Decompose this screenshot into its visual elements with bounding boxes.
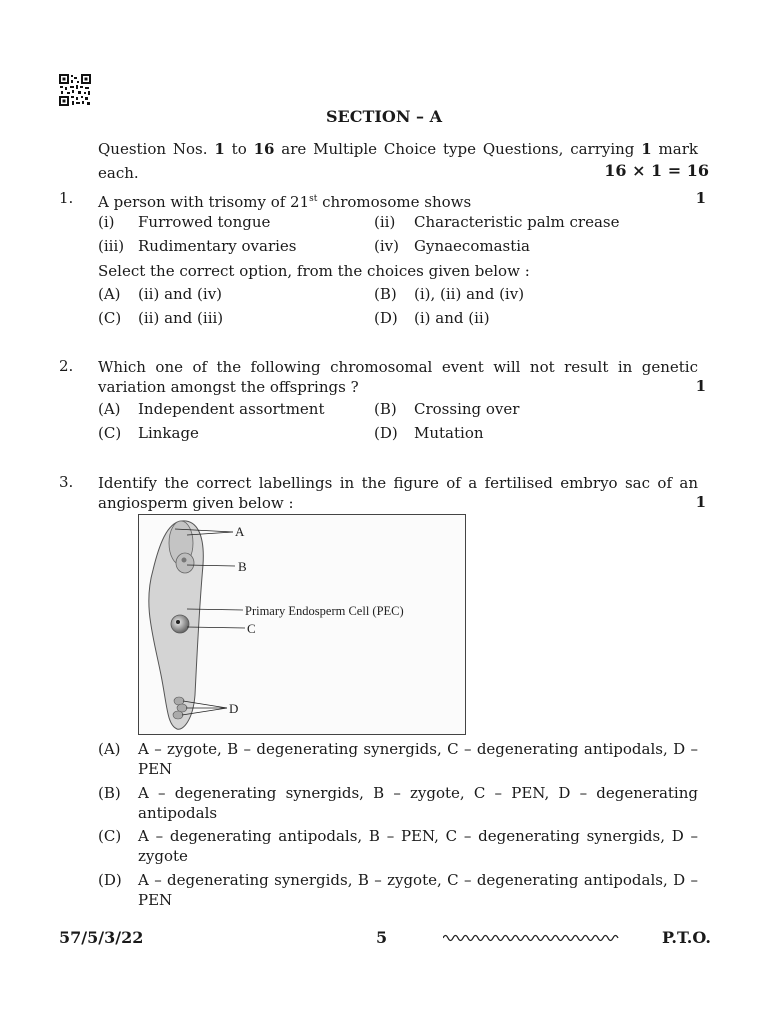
question-number: 2. [59, 357, 74, 375]
answer-option-c: (C) (ii) and (iii) [98, 309, 224, 327]
answer-option-b: (B) (i), (ii) and (iv) [374, 285, 525, 303]
question-instruction: Select the correct option, from the choices given below : [98, 262, 530, 280]
figure-label-b: B [238, 559, 247, 574]
question-text: Identify the correct labellings in the figure of a fertilised embryo sac of an angiosperm given below : [98, 474, 698, 512]
answer-option-a: (A) (ii) and (iv) [98, 285, 223, 303]
answer-option-c: (C) A – degenerating antipodals, B – PEN, C – degenerating synergids, D – zygote [98, 827, 698, 865]
figure-label-a: A [235, 524, 245, 539]
statement-item: (i) Furrowed tongue [98, 213, 271, 231]
embryo-sac-diagram [139, 515, 465, 734]
question-number: 3. [59, 473, 74, 491]
answer-option-a: (A) A – zygote, B – degenerating synergids, C – degenerating antipodals, D – PEN [98, 740, 698, 778]
answer-option-c: (C) Linkage [98, 424, 199, 442]
answer-option-b: (B) A – degenerating synergids, B – zygote, C – PEN, D – degenerating antipodals [98, 784, 698, 822]
qr-code-icon [59, 74, 91, 106]
wavy-line-decoration [443, 932, 623, 944]
answer-option-a: (A) Independent assortment [98, 400, 325, 418]
pto-label: P.T.O. [662, 928, 711, 947]
question-text: A person with trisomy of 21st chromosome shows [98, 193, 472, 211]
figure-label-c: C [247, 621, 256, 636]
section-total-marks: 16 × 1 = 16 [604, 161, 709, 180]
statement-item: (ii) Characteristic palm crease [374, 213, 620, 231]
figure-label-d: D [229, 701, 239, 716]
page-number: 5 [376, 928, 388, 947]
answer-option-d: (D) A – degenerating synergids, B – zygote, C – degenerating antipodals, D – PEN [98, 871, 698, 909]
answer-option-d: (D) Mutation [374, 424, 484, 442]
paper-code: 57/5/3/22 [59, 928, 144, 947]
question-marks: 1 [695, 189, 706, 207]
pec-nucleus [171, 615, 189, 633]
zygote-nucleus [182, 558, 187, 563]
answer-option-d: (D) (i) and (ii) [374, 309, 490, 327]
section-instructions: Question Nos. 1 to 16 are Multiple Choice type Questions, carrying 1 mark each. [98, 140, 698, 182]
zygote-cell [176, 553, 194, 573]
statement-item: (iii) Rudimentary ovaries [98, 237, 297, 255]
question-number: 1. [59, 189, 74, 207]
section-title: SECTION – A [326, 107, 442, 126]
answer-option-b: (B) Crossing over [374, 400, 520, 418]
question-marks: 1 [695, 493, 706, 511]
figure-label-pec: Primary Endosperm Cell (PEC) [245, 604, 404, 618]
question-marks: 1 [695, 377, 706, 395]
question-text: Which one of the following chromosomal event will not result in genetic variation amongst the offsprings ? [98, 358, 698, 396]
antipodal-cell [173, 711, 183, 719]
statement-item: (iv) Gynaecomastia [374, 237, 531, 255]
embryo-sac-figure [138, 514, 466, 735]
